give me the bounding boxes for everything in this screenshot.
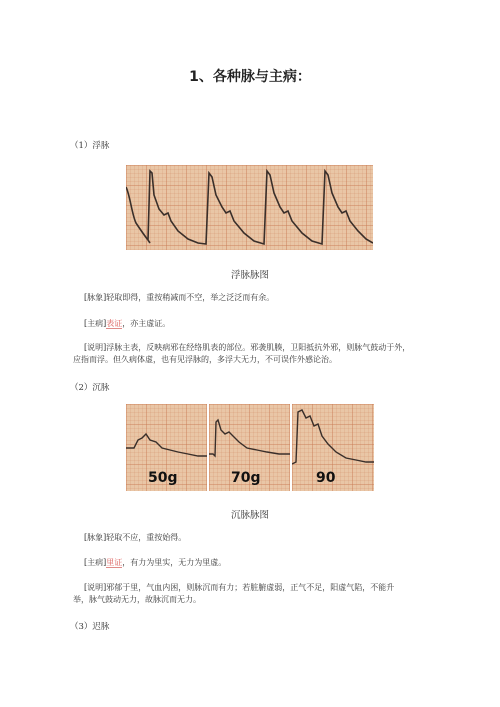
figure-caption-floating-pulse: 浮脉脉图 [230,270,269,281]
label-shuo-ming: [说明] [84,343,107,352]
label-zhu-bing: [主病] [84,319,107,328]
page-title: 1、各种脉与主病： [189,69,311,85]
panel-label-90: 90 [316,470,336,486]
paragraph-explanation-2-line1 [84,582,444,594]
section-heading-deep-pulse: （2）沉脉 [70,383,110,393]
text-mai-xiang: 轻取即得，重按稍减而不空，举之泛泛而有余。 [106,293,275,302]
highlight-link-biao-zheng[interactable]: 表证 [106,319,123,328]
section-heading-slow-pulse: （3）迟脉 [70,622,110,632]
paragraph-pulse-appearance-1 [84,292,444,304]
paragraph-explanation-1-line1 [84,342,444,354]
figure-caption-deep-pulse: 沉脉脉图 [230,510,269,521]
pulse-trace [126,165,373,250]
label-shuo-ming: [说明] [84,583,107,592]
paragraph-main-disease-2 [84,557,444,569]
paragraph-explanation-1-line2: 应指而浮。但久病体虚，也有见浮脉的，多浮大无力，不可误作外感论治。 [73,355,337,364]
waveform-panel-90 [292,404,374,491]
panel-label-70g: 70g [231,470,261,486]
label-mai-xiang: [脉象] [84,533,107,542]
floating-pulse-waveform-image [126,165,373,250]
paragraph-pulse-appearance-2 [84,532,444,544]
panel-label-50g: 50g [148,470,178,486]
paragraph-main-disease-1 [84,318,444,330]
text-shuo-ming-2: 邪郁于里，气血内困，则脉沉而有力；若脏腑虚弱，正气不足，阳虚气陷，不能升 [106,583,395,592]
text-zhu-bing: ，有力为里实，无力为里虚。 [122,558,227,567]
deep-pulse-waveform-image [126,404,374,491]
highlight-link-li-zheng[interactable]: 里证 [106,558,123,567]
section-heading-floating-pulse: （1）浮脉 [70,141,110,151]
waveform-panel-70g [209,404,290,491]
paragraph-explanation-2-line2: 举，脉气鼓动无力，故脉沉而无力。 [73,595,201,604]
waveform-panel-50g [126,404,207,491]
text-mai-xiang: 轻取不应，重按始得。 [106,533,187,542]
label-mai-xiang: [脉象] [84,293,107,302]
text-zhu-bing: ，亦主虚证。 [122,319,171,328]
label-zhu-bing: [主病] [84,558,107,567]
text-shuo-ming-1: 浮脉主表，反映病邪在经络肌表的部位。邪袭肌腠，卫阳抵抗外邪，则脉气鼓动于外， [106,343,411,352]
